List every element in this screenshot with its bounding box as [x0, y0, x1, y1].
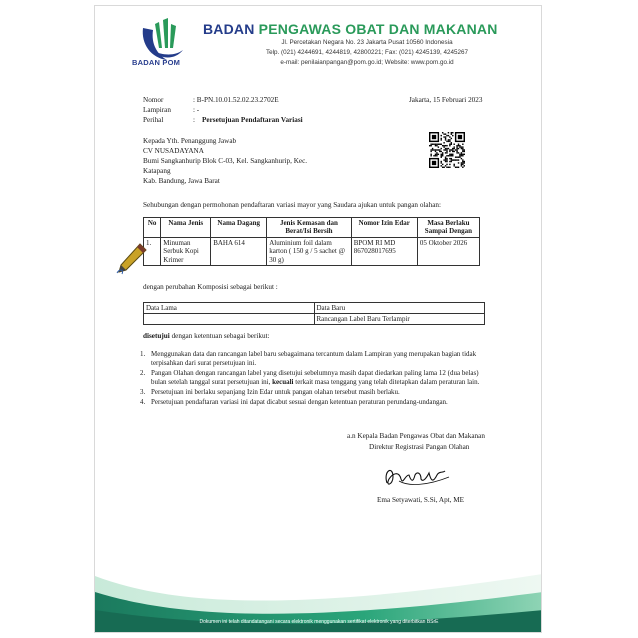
approval-statement	[143, 332, 270, 340]
header-no: No	[144, 218, 161, 238]
agency-title-part2: PENGAWAS OBAT DAN MAKANAN	[258, 21, 498, 37]
product-table-header	[144, 218, 480, 238]
table-row	[144, 314, 485, 325]
recipient-line-4: Katapang	[143, 167, 171, 175]
logo-label: BADAN POM	[132, 58, 181, 67]
agency-title-part1: BADAN	[203, 21, 259, 37]
list-item	[147, 369, 492, 387]
header-data-lama: Data Lama	[144, 303, 315, 314]
cell-nama-dagang: BAHA 614	[211, 237, 267, 265]
term-2-tail: terkait masa tenggang yang telah ditetapkan dalam peraturan lain.	[293, 378, 480, 387]
header-nama-jenis: Nama Jenis	[161, 218, 211, 238]
sign-line-2: Direktur Registrasi Pangan Olahan	[369, 443, 470, 451]
change-intro: dengan perubahan Komposisi sebagai berikut :	[143, 283, 278, 291]
approval-keyword: disetujui	[143, 332, 170, 340]
term-2-bold: kecuali	[272, 378, 294, 387]
header-masa-berlaku: Masa Berlaku Sampai Dengan	[417, 218, 479, 238]
header-data-baru: Data Baru	[314, 303, 485, 314]
cell-izin-edar: BPOM RI MD 867028017695	[351, 237, 417, 265]
cell-masa-berlaku: 05 Oktober 2026	[417, 237, 479, 265]
cell-kemasan: Aluminium foil dalam karton ( 150 g / 5 sachet @ 30 g)	[267, 237, 352, 265]
recipient-line-5: Kab. Bandung, Jawa Barat	[143, 177, 220, 185]
recipient-line-1: Kepada Yth. Penanggung Jawab	[143, 137, 237, 145]
letter-date: Jakarta, 15 Februari 2023	[409, 96, 483, 104]
sign-line-1: a.n Kepala Badan Pengawas Obat dan Makanan	[347, 432, 485, 440]
change-table-header	[144, 303, 485, 314]
agency-title	[203, 21, 498, 37]
product-table	[143, 217, 480, 266]
pen-icon	[114, 240, 150, 276]
perihal-label: Perihal	[143, 116, 164, 124]
header-nama-dagang: Nama Dagang	[211, 218, 267, 238]
recipient-line-3: Bumi Sangkanhurip Blok C-03, Kel. Sangkanhurip, Kec.	[143, 157, 308, 165]
cell-no: 1.	[144, 237, 161, 265]
cell-nama-jenis: Minuman Serbuk Kopi Krimer	[161, 237, 211, 265]
footer-note: Dokumen ini telah ditandatangani secara elektronik menggunakan sertifikat elektronik yang diterbitkan BSrE	[199, 619, 439, 625]
letter-page	[94, 5, 542, 633]
agency-address: Jl. Percetakan Negara No. 23 Jakarta Pusat 10560 Indonesia	[281, 39, 453, 46]
signatory-name: Ema Setyawati, S.Si, Apt, ME	[377, 496, 465, 504]
handwritten-signature	[379, 461, 459, 493]
cell-data-baru: Rancangan Label Baru Terlampir	[314, 314, 485, 325]
agency-phone: Telp. (021) 4244691, 4244819, 42800221; Fax: (021) 4245139, 4245267	[265, 49, 468, 56]
term-2-text: Pangan Olahan dengan rancangan label yang disetujui sebelumnya masih dapat diedarkan paling lama 12 (dua belas) bulan setelah tanggal surat persetujuan ini,	[151, 369, 479, 387]
intro-text: Sehubungan dengan permohonan pendaftaran variasi mayor yang Saudara ajukan untuk pangan olahan:	[143, 201, 441, 209]
recipient-line-2: CV NUSADAYANA	[143, 147, 204, 155]
change-table	[143, 302, 485, 325]
terms-list	[139, 350, 492, 409]
perihal-colon: :	[193, 116, 195, 124]
header-kemasan: Jenis Kemasan dan Berat/Isi Bersih	[267, 218, 352, 238]
qr-code	[429, 132, 465, 168]
nomor-label: Nomor	[143, 96, 164, 104]
table-row	[144, 237, 480, 265]
cell-data-lama	[144, 314, 315, 325]
header-izin-edar: Nomor Izin Edar	[351, 218, 417, 238]
lampiran-value: : -	[193, 106, 200, 114]
list-item: 1. Menggunakan data dan rancangan label baru sebagaimana tercantum dalam Lampiran yang merupakan bagian tidak terpisahkan dari surat persetujuan ini.	[147, 350, 492, 368]
lampiran-label: Lampiran	[143, 106, 171, 114]
approval-rest: dengan ketentuan sebagai berikut:	[169, 332, 270, 340]
agency-email: e-mail: penilaianpangan@pom.go.id; Website: www.pom.go.id	[280, 59, 454, 66]
list-item: 3. Persetujuan ini berlaku sepanjang Izin Edar untuk pangan olahan tersebut masih berlaku.	[147, 388, 492, 397]
list-item: 4. Persetujuan pendaftaran variasi ini dapat dicabut sesuai dengan ketentuan peraturan perundang-undangan.	[147, 398, 492, 407]
nomor-value: : B-PN.10.01.52.02.23.2702E	[193, 96, 279, 104]
perihal-value: Persetujuan Pendaftaran Variasi	[202, 116, 303, 124]
